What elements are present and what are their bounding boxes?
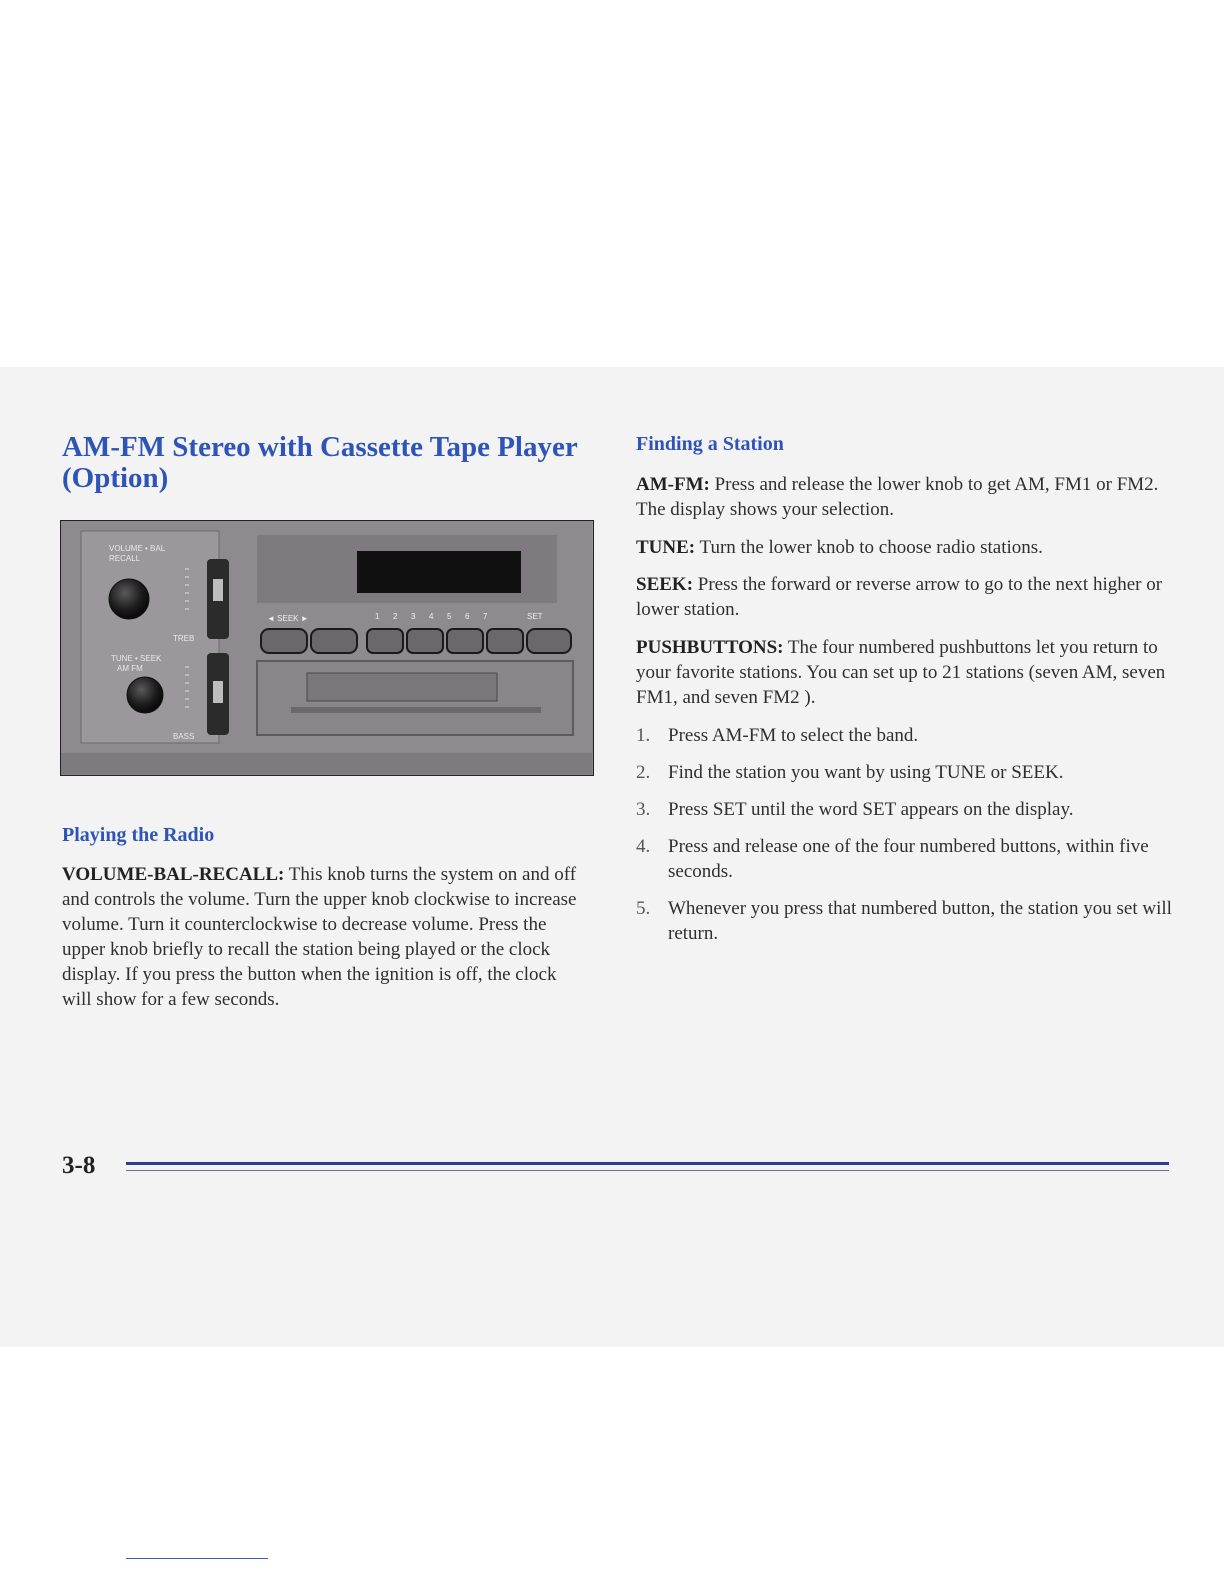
label-set: SET — [527, 612, 543, 621]
section-heading-finding-station: Finding a Station — [636, 433, 784, 455]
am-fm-text: Press and release the lower knob to get AM, FM1 or FM2. The display shows your selection. — [636, 474, 1159, 520]
am-fm-paragraph — [636, 472, 1166, 522]
seek-reverse-button[interactable] — [261, 629, 307, 653]
label-bass: BASS — [173, 732, 195, 741]
list-item — [636, 723, 1176, 748]
footer-rule — [126, 1162, 1169, 1165]
volume-bal-recall-paragraph — [62, 862, 582, 1012]
pushbuttons-paragraph — [636, 635, 1166, 710]
term-volume-bal-recall: VOLUME-BAL-RECALL: — [62, 864, 285, 885]
label-amfm: AM FM — [117, 664, 143, 673]
preset-button-3[interactable] — [447, 629, 483, 653]
step-text: Find the station you want by using TUNE or SEEK. — [668, 762, 1064, 783]
list-item — [636, 797, 1176, 822]
preset-button-4[interactable] — [487, 629, 523, 653]
term-seek: SEEK: — [636, 574, 694, 595]
label-num-5: 5 — [447, 612, 452, 621]
step-text: Press AM-FM to select the band. — [668, 725, 919, 746]
seek-text: Press the forward or reverse arrow to go to the next higher or lower station. — [636, 574, 1163, 620]
label-treb: TREB — [173, 634, 195, 643]
list-item — [636, 760, 1176, 785]
volume-bal-recall-text: This knob turns the system on and off and controls the volume. Turn the upper knob clockwise to increase volume. Turn it counterclockwise to decrease volume. Press the upper knob briefly to recall the station being played or the clock display. If you press the button when the ignition is off, the clock will show for a few seconds. — [62, 864, 577, 1010]
label-num-6: 6 — [465, 612, 470, 621]
label-recall: RECALL — [109, 554, 141, 563]
step-text: Whenever you press that numbered button, the station you set will return. — [668, 898, 1172, 944]
step-number: 3. — [636, 799, 651, 820]
label-tune: TUNE • SEEK — [111, 654, 162, 663]
label-seek-row: ◄ SEEK ► — [267, 614, 309, 623]
step-text: Press SET until the word SET appears on the display. — [668, 799, 1074, 820]
radio-faceplate-illustration — [61, 521, 592, 774]
bottom-divider — [126, 1558, 268, 1559]
list-item — [636, 834, 1176, 884]
preset-button-1[interactable] — [367, 629, 403, 653]
label-num-7: 7 — [483, 612, 488, 621]
set-button[interactable] — [527, 629, 571, 653]
term-am-fm: AM-FM: — [636, 474, 710, 495]
seek-forward-button[interactable] — [311, 629, 357, 653]
step-number: 1. — [636, 725, 651, 746]
footer-rule-thin — [126, 1170, 1169, 1171]
volume-knob[interactable] — [109, 579, 149, 619]
step-number: 4. — [636, 836, 651, 857]
term-tune: TUNE: — [636, 537, 696, 558]
tune-knob[interactable] — [127, 677, 163, 713]
label-num-4: 4 — [429, 612, 434, 621]
seek-paragraph — [636, 572, 1166, 622]
radio-display — [357, 551, 521, 593]
page-title: AM-FM Stereo with Cassette Tape Player (Option) — [62, 431, 578, 494]
radio-faceplate-figure — [60, 520, 594, 776]
section-heading-playing-radio: Playing the Radio — [62, 824, 215, 846]
steps-list — [636, 723, 1176, 958]
step-text: Press and release one of the four numbered buttons, within five seconds. — [668, 836, 1149, 882]
preset-button-2[interactable] — [407, 629, 443, 653]
pushbuttons-text: The four numbered pushbuttons let you return to your favorite stations. You can set up to 21 stations (seven AM, seven FM1, and seven FM2 ). — [636, 637, 1166, 708]
step-number: 5. — [636, 898, 651, 919]
tune-paragraph — [636, 535, 1166, 560]
page-number: 3-8 — [62, 1152, 96, 1179]
label-num-1: 1 — [375, 612, 380, 621]
term-pushbuttons: PUSHBUTTONS: — [636, 637, 784, 658]
tune-text: Turn the lower knob to choose radio stations. — [695, 537, 1043, 558]
label-num-3: 3 — [411, 612, 416, 621]
list-item — [636, 896, 1176, 946]
label-num-2: 2 — [393, 612, 398, 621]
step-number: 2. — [636, 762, 651, 783]
label-volume: VOLUME • BAL — [109, 544, 166, 553]
